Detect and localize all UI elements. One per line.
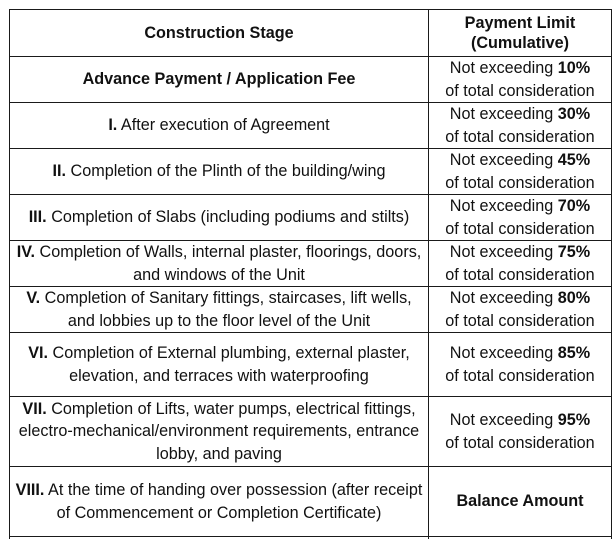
- table-header-row: [10, 10, 612, 57]
- table-row: [10, 57, 612, 103]
- limit-cell: [429, 195, 612, 241]
- limit-cell: [429, 241, 612, 287]
- stage-cell: [10, 467, 429, 537]
- limit-cell: [429, 149, 612, 195]
- construction-stage-header: Construction Stage: [10, 10, 429, 57]
- limit-cell: [429, 103, 612, 149]
- payment-schedule-table: [9, 9, 612, 539]
- limit-prefix: Not exceeding: [449, 289, 554, 307]
- limit-cell: [429, 287, 612, 333]
- limit-percent: 30%: [557, 105, 591, 123]
- payment-limit-header: [429, 10, 612, 57]
- stage-description: At the time of handing over possession (after receipt of Commencement or Completion Certificate): [48, 481, 423, 522]
- limit-suffix: of total consideration: [445, 311, 595, 330]
- stage-cell: [10, 333, 429, 397]
- stage-cell: [10, 149, 429, 195]
- stage-numeral: VI.: [28, 344, 49, 362]
- balance-amount-cell: Balance Amount: [429, 467, 612, 537]
- limit-prefix: Not exceeding: [449, 411, 554, 429]
- stage-cell: [10, 287, 429, 333]
- limit-suffix: of total consideration: [445, 127, 595, 146]
- stage-description: Completion of Slabs (including podiums and stilts): [51, 208, 410, 227]
- table-row: [10, 149, 612, 195]
- stage-numeral: II.: [52, 162, 67, 181]
- limit-cell: [429, 57, 612, 103]
- limit-percent: 75%: [557, 243, 591, 261]
- stage-description: Completion of Walls, internal plaster, floorings, doors, and windows of the Unit: [39, 243, 422, 284]
- table-row: [10, 241, 612, 287]
- limit-cell: [429, 333, 612, 397]
- stage-numeral: III.: [28, 208, 47, 227]
- stage-numeral: IV.: [16, 243, 36, 261]
- stage-description: Completion of the Plinth of the building/wing: [70, 162, 386, 181]
- limit-suffix: of total consideration: [445, 433, 595, 452]
- stage-numeral: V.: [26, 289, 41, 307]
- stage-numeral: VII.: [22, 399, 47, 418]
- limit-percent: 85%: [557, 344, 591, 362]
- limit-suffix: of total consideration: [445, 219, 595, 238]
- limit-suffix: of total consideration: [445, 366, 595, 385]
- limit-prefix: Not exceeding: [449, 344, 554, 362]
- limit-prefix: Not exceeding: [449, 151, 554, 169]
- limit-prefix: Not exceeding: [449, 197, 554, 215]
- stage-cell: Advance Payment / Application Fee: [10, 57, 429, 103]
- limit-suffix: of total consideration: [445, 173, 595, 192]
- table-row: [10, 103, 612, 149]
- stage-description: Completion of Sanitary fittings, staircases, lift wells, and lobbies up to the floor level of the Unit: [44, 289, 412, 330]
- limit-percent: 95%: [557, 411, 591, 429]
- table-row: [10, 467, 612, 537]
- limit-cell: [429, 397, 612, 467]
- limit-percent: 70%: [557, 197, 591, 215]
- limit-prefix: Not exceeding: [449, 243, 554, 261]
- limit-prefix: Not exceeding: [449, 105, 554, 123]
- table-row: [10, 287, 612, 333]
- limit-suffix: of total consideration: [445, 81, 595, 100]
- stage-description: Completion of External plumbing, external plaster, elevation, and terraces with waterproofing: [52, 344, 410, 385]
- payment-limit-header-line1: Payment Limit: [464, 14, 576, 32]
- stage-description: After execution of Agreement: [120, 116, 330, 135]
- stage-cell: [10, 397, 429, 467]
- limit-prefix: Not exceeding: [449, 59, 554, 77]
- table-row: [10, 397, 612, 467]
- payment-limit-header-line2: (Cumulative): [470, 34, 570, 52]
- limit-percent: 10%: [557, 59, 591, 77]
- limit-suffix: of total consideration: [445, 265, 595, 284]
- stage-cell: [10, 241, 429, 287]
- stage-cell: [10, 103, 429, 149]
- stage-numeral: VIII.: [15, 481, 45, 499]
- limit-percent: 45%: [557, 151, 591, 169]
- table-row: [10, 195, 612, 241]
- stage-cell: [10, 195, 429, 241]
- stage-description: Completion of Lifts, water pumps, electrical fittings, electro-mechanical/environment requirements, entrance lobby, and paving: [18, 399, 420, 463]
- stage-numeral: I.: [108, 116, 118, 135]
- table-row: [10, 333, 612, 397]
- limit-percent: 80%: [557, 289, 591, 307]
